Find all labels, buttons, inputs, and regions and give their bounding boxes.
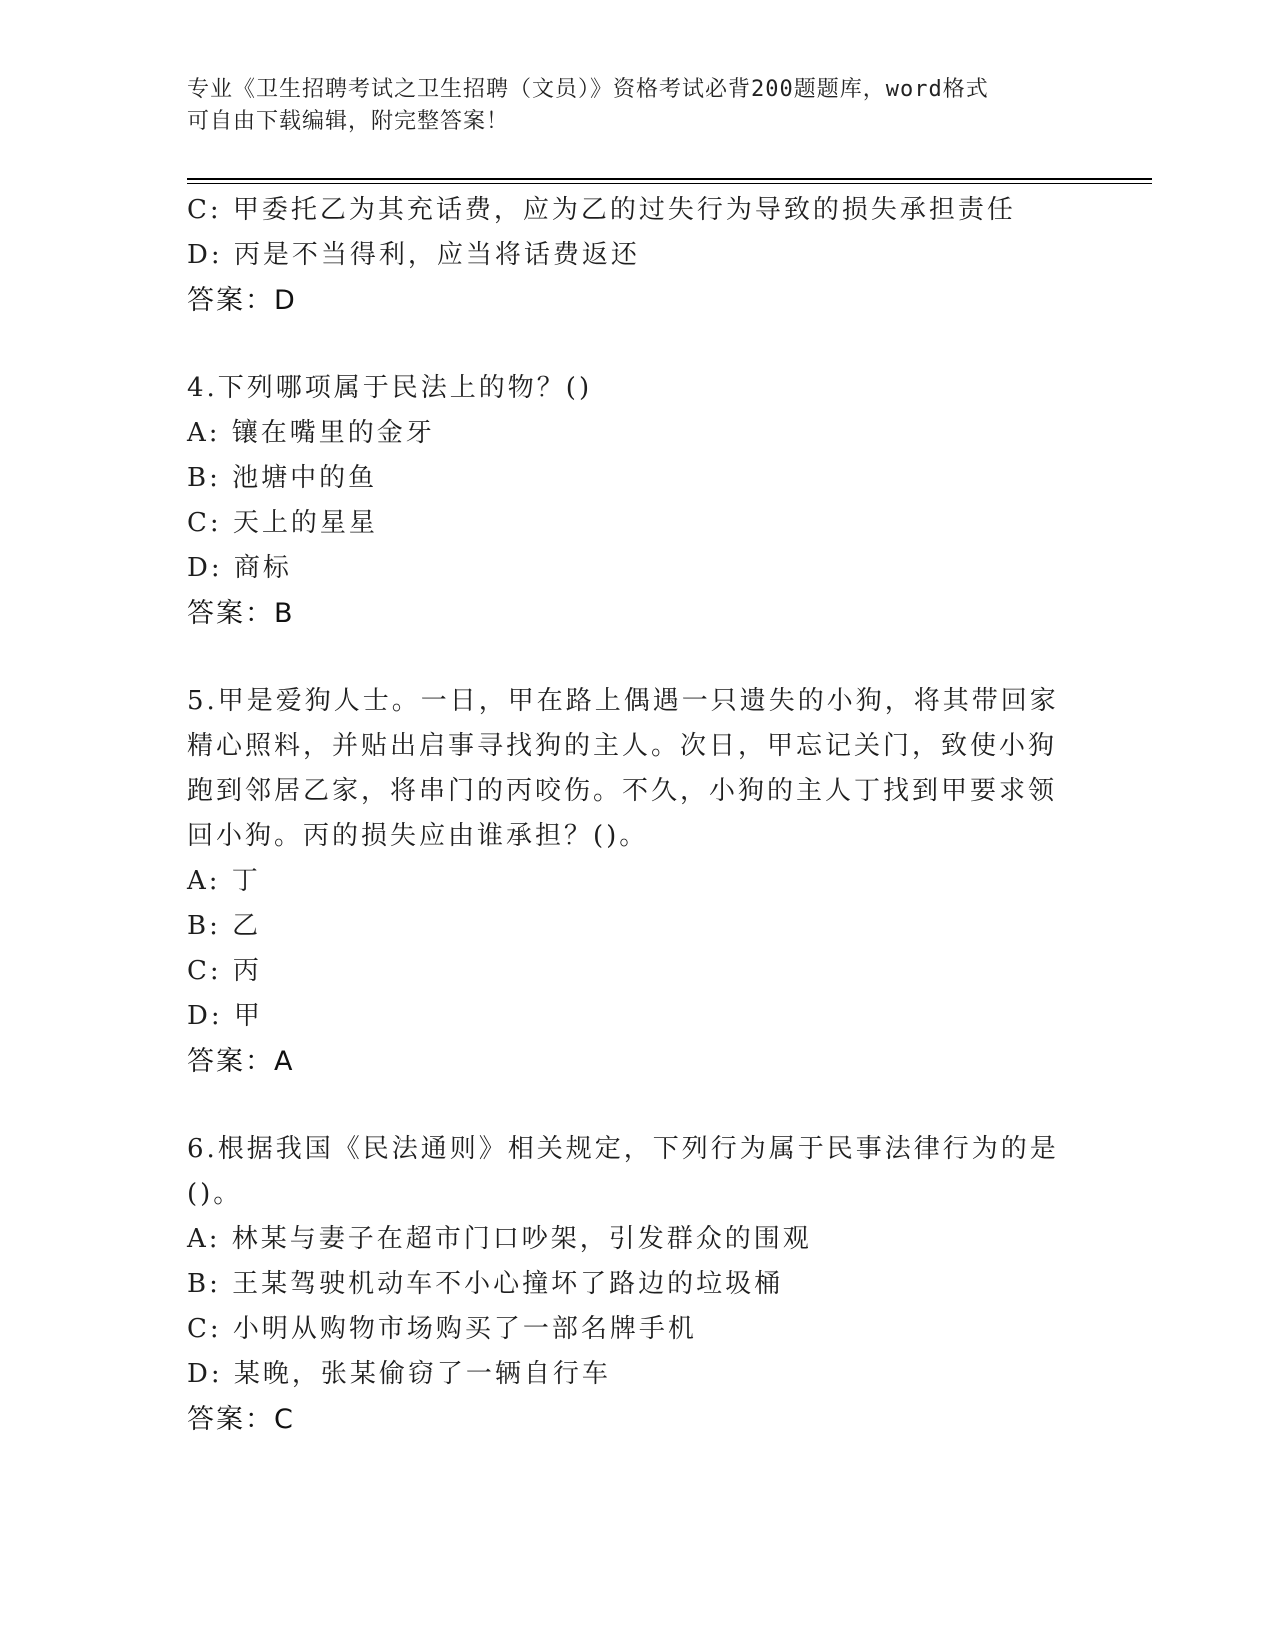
header-line-1: 专业《卫生招聘考试之卫生招聘（文员）》资格考试必背200题题库，word格式 [187, 77, 989, 102]
q5-option-b: B: 乙 [187, 911, 262, 941]
q6-stem-line-2: ()。 [187, 1179, 243, 1209]
document-header [187, 74, 1067, 138]
spacer [187, 636, 1067, 679]
q5-stem-line-3: 跑到邻居乙家，将串门的丙咬伤。不久，小狗的主人丁找到甲要求领 [187, 776, 1058, 806]
q4-option-d: D: 商标 [187, 553, 292, 583]
q6-option-b: B: 王某驾驶机动车不小心撞坏了路边的垃圾桶 [187, 1269, 784, 1299]
question-5 [187, 679, 1067, 1084]
question-3-tail [187, 188, 1067, 323]
q3-option-c: C: 甲委托乙为其充话费，应为乙的过失行为导致的损失承担责任 [187, 195, 1016, 225]
q4-option-c: C: 天上的星星 [187, 508, 378, 538]
q3-answer: 答案：D [187, 285, 297, 316]
spacer [187, 1084, 1067, 1127]
q4-answer: 答案：B [187, 598, 295, 629]
q6-option-a: A: 林某与妻子在超市门口吵架，引发群众的围观 [187, 1224, 812, 1254]
q5-stem-line-2: 精心照料，并贴出启事寻找狗的主人。次日，甲忘记关门，致使小狗 [187, 731, 1058, 761]
q5-option-c: C: 丙 [187, 956, 262, 986]
q3-option-d: D: 丙是不当得利，应当将话费返还 [187, 240, 640, 270]
question-4 [187, 366, 1067, 636]
q6-option-d: D: 某晚，张某偷窃了一辆自行车 [187, 1359, 611, 1389]
q5-option-a: A: 丁 [187, 866, 261, 896]
q4-option-a: A: 镶在嘴里的金牙 [187, 418, 435, 448]
q6-option-c: C: 小明从购物市场购买了一部名牌手机 [187, 1314, 697, 1344]
q4-option-b: B: 池塘中的鱼 [187, 463, 378, 493]
q5-stem-line-4: 回小狗。丙的损失应由谁承担？()。 [187, 821, 649, 851]
q5-option-d: D: 甲 [187, 1001, 263, 1031]
header-line-2: 可自由下载编辑，附完整答案！ [187, 109, 510, 134]
question-6 [187, 1127, 1067, 1442]
spacer [187, 323, 1067, 366]
header-rule-thin [187, 183, 1152, 184]
q6-stem-line-1: 6.根据我国《民法通则》相关规定，下列行为属于民事法律行为的是 [187, 1134, 1059, 1164]
q5-stem-line-1: 5.甲是爱狗人士。一日，甲在路上偶遇一只遗失的小狗，将其带回家 [187, 686, 1059, 716]
header-rule-thick [187, 178, 1152, 180]
q6-answer: 答案：C [187, 1404, 295, 1435]
q5-answer: 答案：A [187, 1046, 295, 1077]
document-body [187, 188, 1067, 1442]
q4-stem: 4.下列哪项属于民法上的物？() [187, 373, 593, 403]
